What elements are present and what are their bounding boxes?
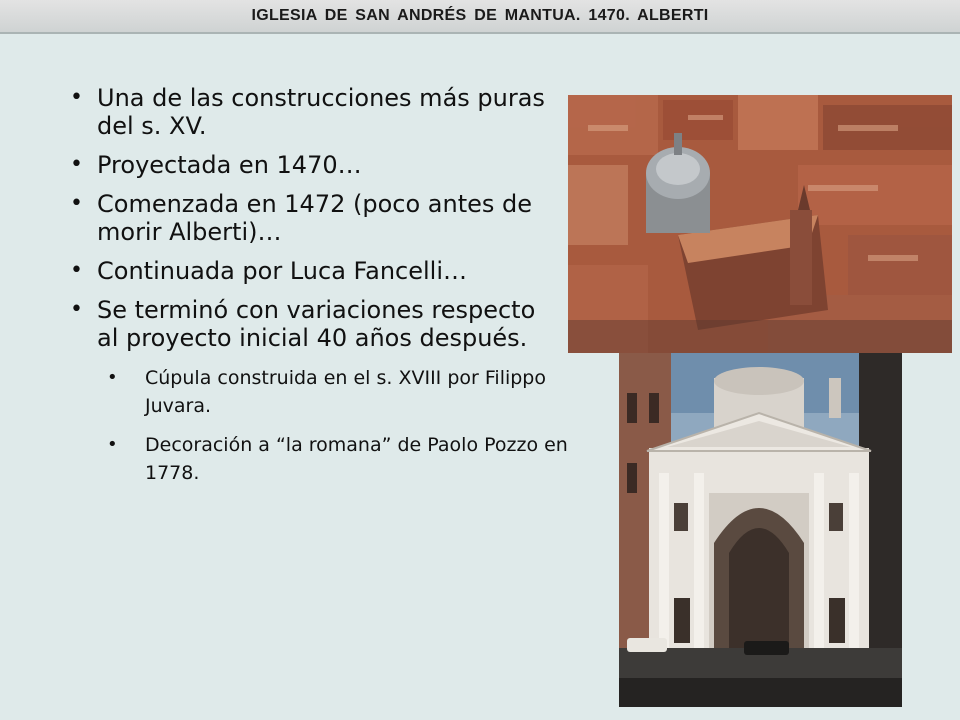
sub-bullet-item: • Cúpula construida en el s. XVIII por Filippo Juvara. bbox=[97, 364, 577, 420]
aerial-photo bbox=[568, 95, 952, 353]
sub-bullet-list bbox=[97, 364, 568, 487]
slide-title: IGLESIA DE SAN ANDRÉS DE MANTUA. 1470. ALBERTI bbox=[251, 7, 709, 24]
bullet-item: • Continuada por Luca Fancelli… bbox=[70, 257, 550, 285]
sub-bullet-item: • Decoración a “la romana” de Paolo Pozzo en 1778. bbox=[97, 431, 577, 487]
bullet-item: • Proyectada en 1470… bbox=[70, 151, 550, 179]
aerial-photo-drawing bbox=[568, 95, 952, 353]
bullet-item: • Una de las construcciones más puras del s. XV. bbox=[70, 84, 550, 140]
facade-photo bbox=[619, 353, 902, 707]
bullet-text: Se terminó con variaciones respecto al proyecto inicial 40 años después. bbox=[97, 296, 536, 352]
facade-photo-drawing bbox=[619, 353, 902, 707]
bullet-item-with-sublist bbox=[70, 296, 568, 487]
bullet-list bbox=[70, 84, 568, 498]
bullet-item: • Comenzada en 1472 (poco antes de morir Alberti)… bbox=[70, 190, 550, 246]
title-bar bbox=[0, 0, 960, 34]
